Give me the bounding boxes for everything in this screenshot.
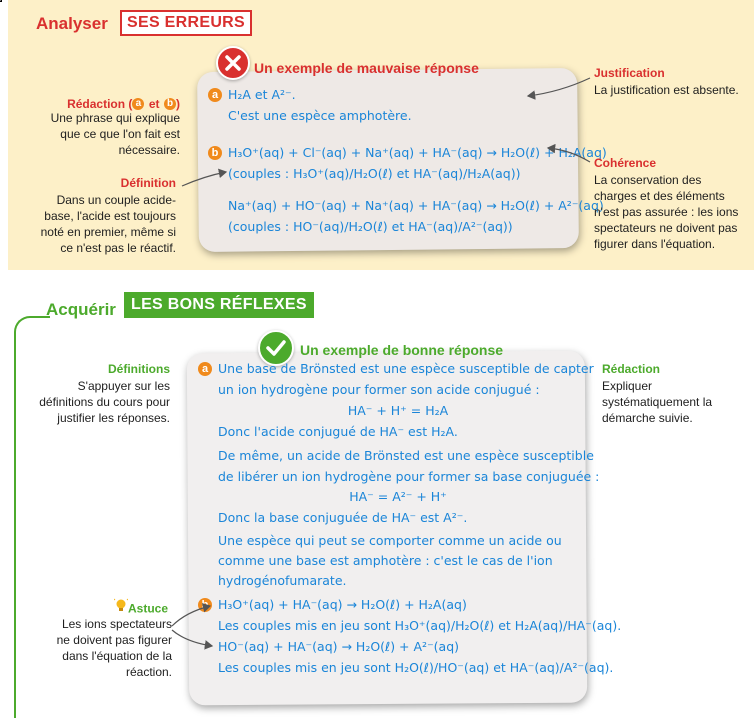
good-line-a5: De même, un acide de Brönsted est une espèce susceptible	[218, 448, 594, 463]
bad-line-b4: (couples : HO⁻(aq)/H₂O(ℓ) et HA⁻(aq)/A²⁻(aq))	[228, 219, 513, 234]
coherence-label: Cohérence	[594, 156, 657, 170]
good-line-a6: de libérer un ion hydrogène pour former sa base conjuguée :	[218, 469, 600, 484]
good-line-a2: un ion hydrogène pour former son acide conjugué :	[218, 382, 540, 397]
justification-label: Justification	[594, 66, 665, 80]
good-line-b1: H₃O⁺(aq) + HA⁻(aq) → H₂O(ℓ) + H₂A(aq)	[218, 597, 467, 612]
good-marker-a-icon: a	[198, 362, 212, 376]
good-line-a4: Donc l'acide conjugué de HA⁻ est H₂A.	[218, 424, 458, 439]
definitions-text: S'appuyer sur les définitions du cours pour justifier les réponses.	[39, 379, 170, 425]
good-marker-b-icon: b	[198, 598, 212, 612]
ses-erreurs-title: SES ERREURS	[120, 10, 252, 36]
analyser-arrows	[0, 0, 754, 270]
bons-reflexes-title: LES BONS RÉFLEXES	[124, 292, 314, 318]
good-line-a8: Donc la base conjuguée de HA⁻ est A²⁻.	[218, 510, 468, 525]
redaction-close: )	[176, 97, 180, 111]
good-line-a10: comme une base est amphotère : c'est le cas de l'ion	[218, 553, 553, 568]
good-line-b2: Les couples mis en jeu sont H₃O⁺(aq)/H₂O(ℓ) et H₂A(aq)/HA⁻(aq).	[218, 618, 622, 633]
redaction-marker-a-icon: a	[132, 98, 144, 110]
justification-text: La justification est absente.	[594, 83, 739, 97]
astuce-label: Astuce	[128, 601, 169, 616]
good-line-a3: HA⁻ + H⁺ = H₂A	[347, 403, 449, 418]
good-line-a9: Une espèce qui peut se comporter comme un acide ou	[218, 533, 562, 548]
redaction-label-2: Rédaction	[602, 362, 661, 376]
bad-line-a2: C'est une espèce amphotère.	[228, 108, 412, 123]
acquerir-title-word: Acquérir	[46, 300, 116, 319]
bad-line-b3: Na⁺(aq) + HO⁻(aq) + Na⁺(aq) + HA⁻(aq) → H₂O(ℓ) + A²⁻(aq)	[228, 198, 604, 213]
astuce-text: Les ions spectateurs ne doivent pas figurer dans l'équation de la réaction.	[56, 617, 172, 679]
coherence-text: La conservation des charges et des éléments n'est pas assurée : les ions spectateurs ne doivent pas figurer dans l'équation.	[594, 173, 739, 251]
redaction-text: Une phrase qui explique que ce que l'on fait est nécessaire.	[50, 111, 180, 157]
good-card-title: Un exemple de bonne réponse	[300, 342, 504, 358]
redaction-label: Rédaction (	[67, 97, 133, 111]
definition-label: Définition	[120, 176, 176, 190]
analyser-title-word: Analyser	[36, 14, 108, 33]
redaction-text-2: Expliquer systématiquement la démarche suivie.	[602, 379, 713, 425]
good-line-a1: Une base de Brönsted est une espèce susceptible de capter	[218, 361, 594, 376]
definition-text: Dans un couple acide-base, l'acide est toujours noté en premier, même si ce n'est pas le réactif.	[40, 193, 176, 255]
good-line-a11: hydrogénofumarate.	[218, 573, 347, 588]
astuce-arrows	[0, 580, 260, 660]
bad-card-title: Un exemple de mauvaise réponse	[254, 60, 479, 76]
definitions-label: Définitions	[108, 362, 170, 376]
good-line-a7: HA⁻ = A²⁻ + H⁺	[349, 489, 447, 504]
good-line-b4: Les couples mis en jeu sont H₂O(ℓ)/HO⁻(aq) et HA⁻(aq)/A²⁻(aq).	[218, 660, 614, 675]
bad-line-b1: H₃O⁺(aq) + Cl⁻(aq) + Na⁺(aq) + HA⁻(aq) → H₂O(ℓ) + H₂A(aq)	[228, 145, 607, 160]
bad-line-a1: H₂A et A²⁻.	[228, 87, 296, 102]
marker-a-icon: a	[208, 88, 222, 102]
good-line-b3: HO⁻(aq) + HA⁻(aq) → H₂O(ℓ) + A²⁻(aq)	[218, 639, 460, 654]
bad-line-b2: (couples : H₃O⁺(aq)/H₂O(ℓ) et HA⁻(aq)/H₂A(aq))	[228, 166, 521, 181]
redaction-marker-b-icon: b	[164, 98, 176, 110]
redaction-et: et	[148, 97, 160, 111]
marker-b-icon: b	[208, 146, 222, 160]
